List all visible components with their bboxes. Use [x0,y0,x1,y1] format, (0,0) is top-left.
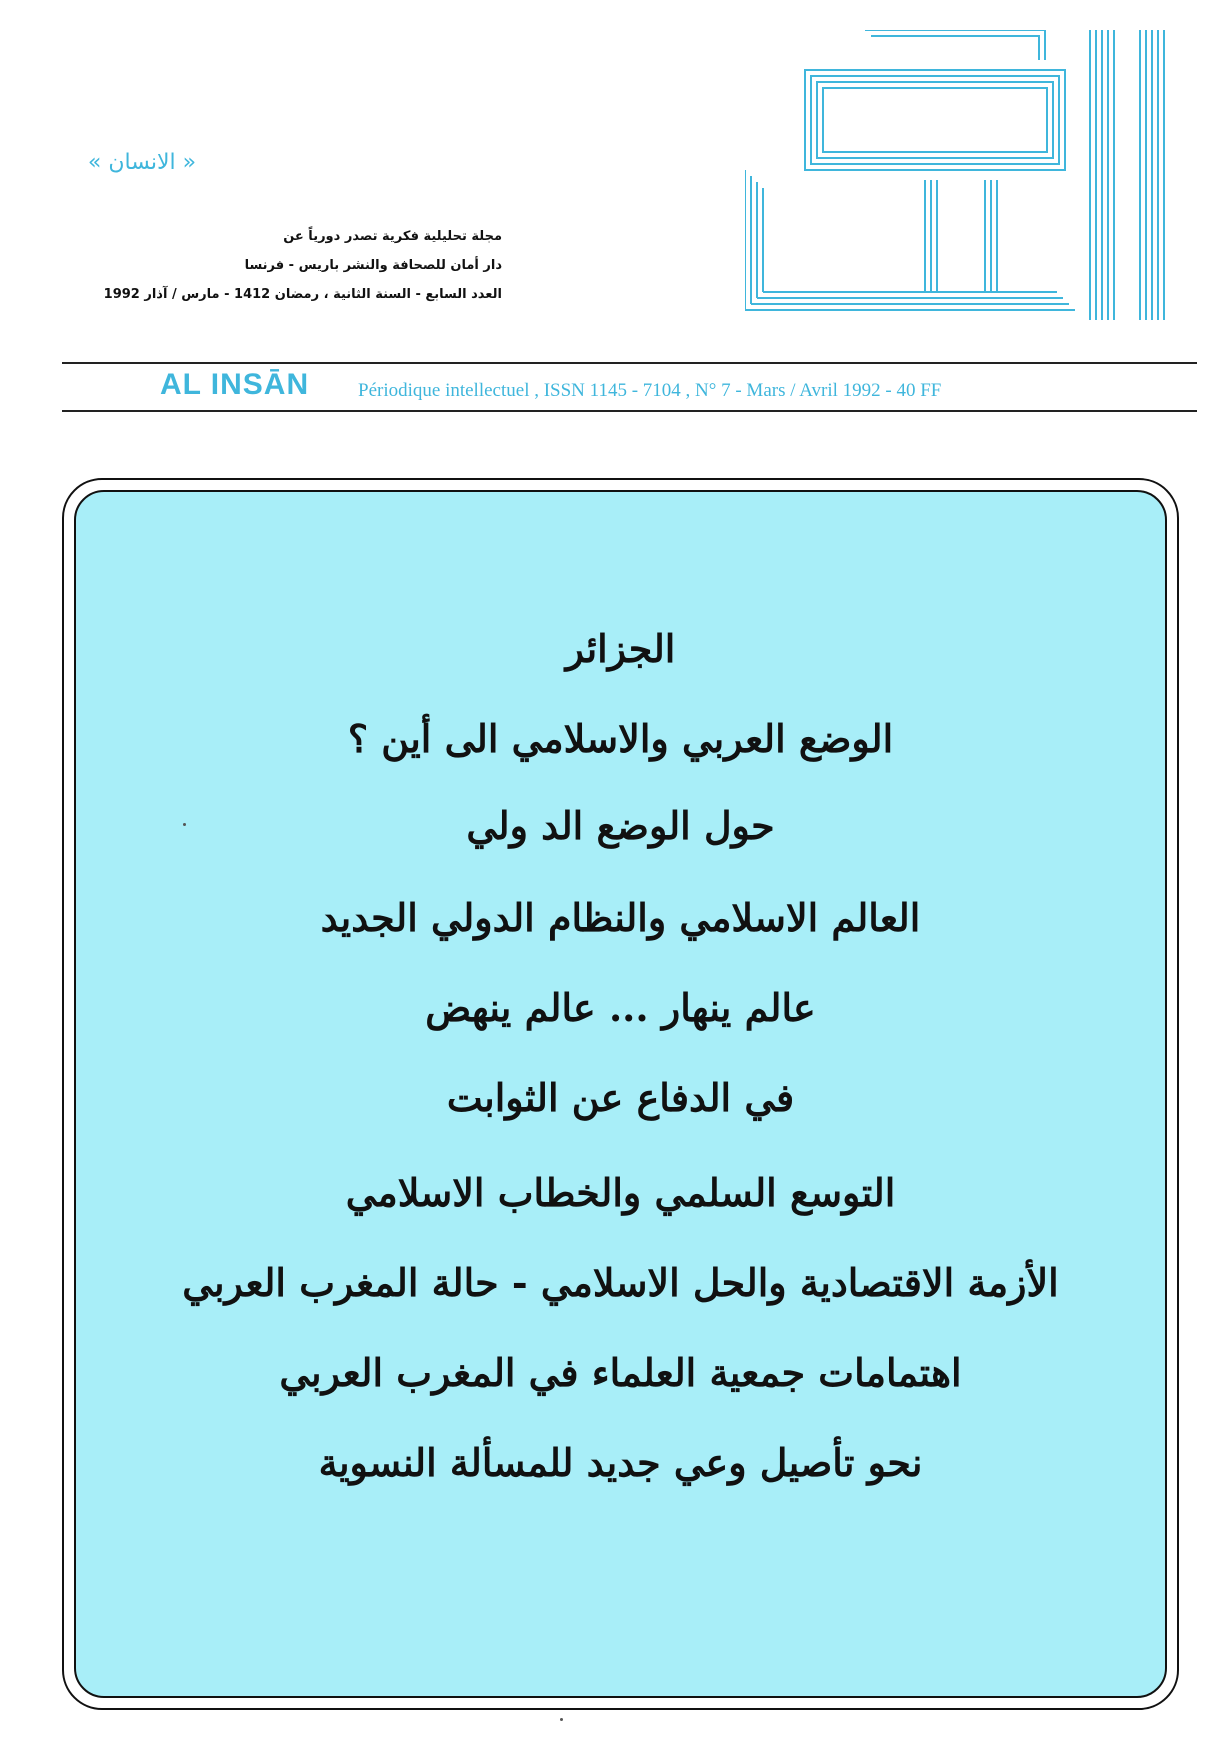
contents-item: التوسع السلمي والخطاب الاسلامي [345,1170,896,1215]
publication-info-line: مجلة تحليلية فكرية تصدر دورياً عن [283,229,502,244]
contents-item: في الدفاع عن الثوابت [446,1075,795,1120]
contents-item: اهتمامات جمعية العلماء في المغرب العربي [279,1350,962,1395]
table-of-contents [74,490,1167,1698]
contents-item: حول الوضع الد ولي [466,803,775,848]
masthead-details: Périodique intellectuel , ISSN 1145 - 7104 , N° 7 - Mars / Avril 1992 - 40 FF [358,380,942,401]
contents-item: الجزائر [565,626,676,671]
publication-info-line: العدد السابع - السنة الثانية ، رمضان 1412 - مارس / آذار 1992 [103,287,502,302]
contents-item: الوضع العربي والاسلامي الى أين ؟ [347,716,894,761]
logo-calligraphy-icon [745,30,1190,325]
publication-info [62,222,502,309]
masthead-rule-top [62,362,1197,364]
contents-item: نحو تأصيل وعي جديد للمسألة النسوية [318,1440,923,1485]
masthead-rule-bottom [62,410,1197,412]
brand-name: AL INSĀN [160,368,310,401]
scan-speck [183,823,186,826]
magazine-logo [745,30,1190,325]
contents-item: عالم ينهار ... عالم ينهض [425,985,816,1030]
contents-item: العالم الاسلامي والنظام الدولي الجديد [320,895,921,940]
contents-item: الأزمة الاقتصادية والحل الاسلامي - حالة المغرب العربي [182,1260,1059,1305]
publication-info-line: دار أمان للصحافة والنشر باريس - فرنسا [244,258,502,273]
magazine-name-arabic: « الانسان » [87,150,197,175]
scan-speck [560,1718,563,1721]
